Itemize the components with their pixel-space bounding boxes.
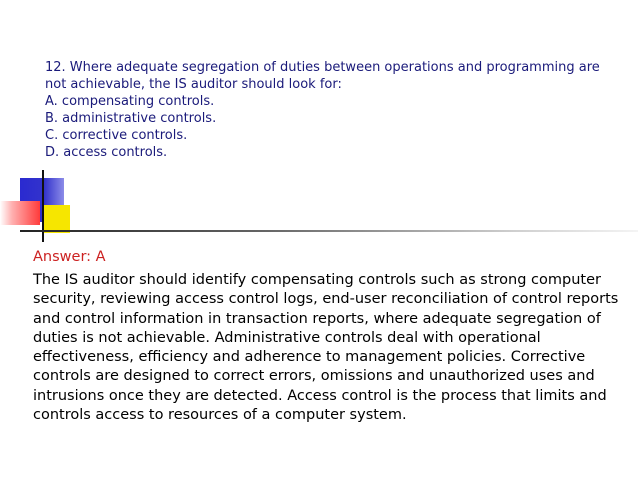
question-line: 12. Where adequate segregation of duties between operations and programming are [45, 60, 600, 75]
option-c: C. corrective controls. [45, 128, 188, 143]
question-line: not achievable, the IS auditor should look for: [45, 77, 342, 92]
decorative-red-square [0, 201, 40, 225]
explanation-line: security, reviewing access control logs, end-user reconciliation of control reports [33, 291, 619, 308]
explanation-block [33, 271, 619, 425]
decorative-horizontal-rule [20, 230, 638, 232]
explanation-line: duties is not achievable. Administrative controls deal with operational [33, 329, 541, 346]
explanation-line: effectiveness, efficiency and adherence to management policies. Corrective [33, 349, 586, 366]
answer-label: Answer: A [33, 249, 106, 265]
explanation-line: intrusions once they are detected. Access control is the process that limits and [33, 387, 607, 404]
explanation-line: The IS auditor should identify compensating controls such as strong computer [33, 272, 601, 288]
explanation-line: controls access to resources of a computer system. [33, 407, 407, 424]
option-b: B. administrative controls. [45, 111, 217, 126]
explanation-line: and control information in transaction reports, where adequate segregation of [33, 310, 601, 327]
decorative-yellow-square [42, 205, 70, 233]
explanation-line: controls are designed to correct errors, omissions and unauthorized uses and [33, 368, 595, 385]
question-block [45, 59, 615, 161]
option-a: A. compensating controls. [45, 94, 215, 109]
option-d: D. access controls. [45, 145, 168, 160]
